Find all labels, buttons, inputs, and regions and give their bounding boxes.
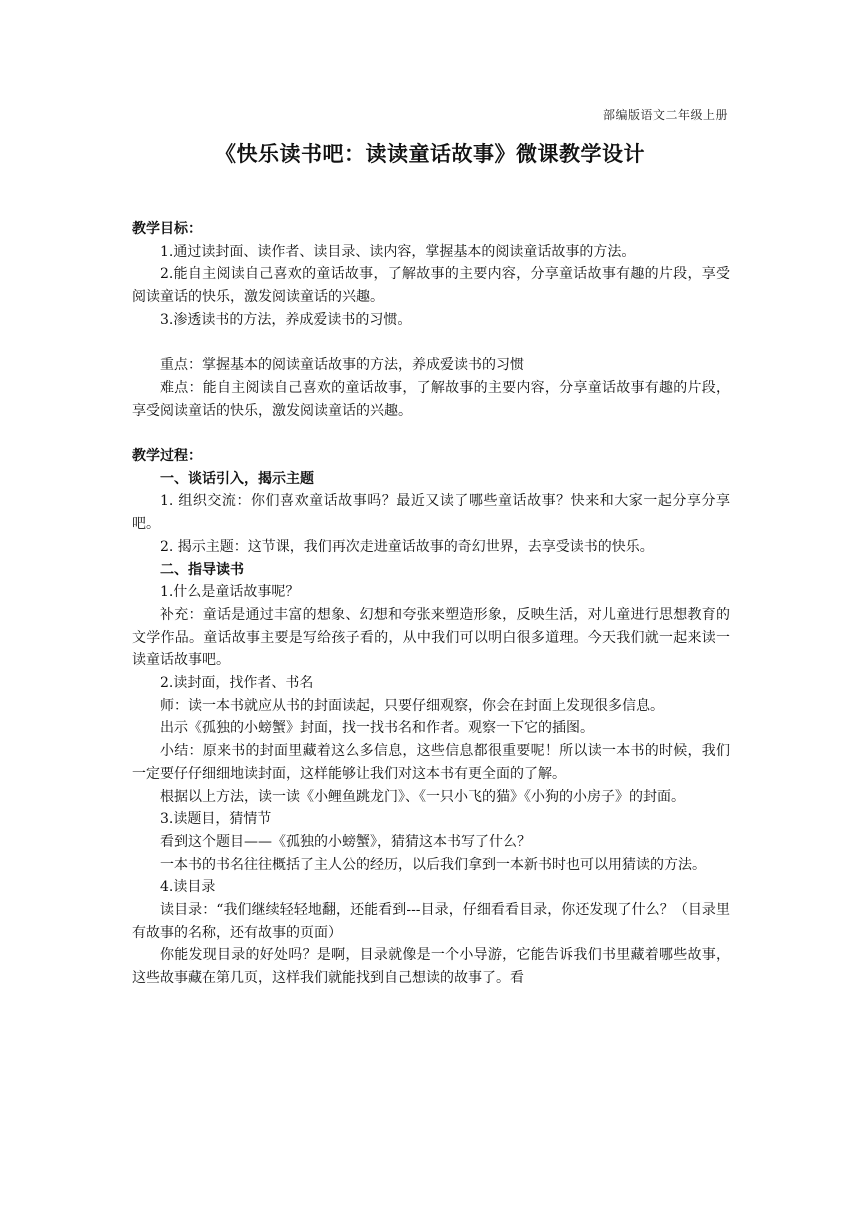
goal-item-2: 2.能自主阅读自己喜欢的童话故事，了解故事的主要内容，分享童话故事有趣的片段，享受阅读童话的快乐，激发阅读童话的兴趣。 bbox=[132, 266, 730, 306]
section-1-title: 一、谈话引入，揭示主题 bbox=[160, 470, 314, 487]
section-2-paragraph: 2.读封面，找作者、书名 bbox=[160, 675, 314, 692]
section-2-paragraph: 读目录：“我们继续轻轻地翻，还能看到---目录，仔细看看目录，你还发现了什么？（目录里有故事的名称，还有故事的页面） bbox=[132, 902, 730, 941]
section-2-paragraph: 你能发现目录的好处吗？是啊，目录就像是一个小导游，它能告诉我们书里藏着哪些故事，这些故事藏在第几页，这样我们就能找到自己想读的故事了。看 bbox=[132, 947, 730, 987]
spacer bbox=[132, 332, 730, 355]
section-2-paragraph: 补充：童话是通过丰富的想象、幻想和夸张来塑造形象，反映生活，对儿童进行思想教育的文学作品。童话故事主要是写给孩子看的，从中我们可以明白很多道理。今天我们就一起来读一读童话故事吧。 bbox=[132, 606, 730, 669]
process-heading: 教学过程： bbox=[132, 448, 202, 464]
section-2-paragraph: 1.什么是童话故事呢？ bbox=[160, 584, 300, 601]
goals-heading: 教学目标： bbox=[132, 221, 202, 237]
section-2-paragraph: 3.读题目，猜情节 bbox=[160, 811, 272, 828]
spacer bbox=[132, 422, 730, 445]
document-body bbox=[132, 218, 730, 990]
section-2-title: 二、指导读书 bbox=[160, 561, 244, 578]
section-2-paragraph: 根据以上方法，读一读《小鲤鱼跳龙门》、《一只小飞的猫》《小狗的小房子》的封面。 bbox=[160, 788, 685, 805]
section-2-paragraph: 4.读目录 bbox=[160, 879, 216, 896]
goal-item-1: 1.通过读封面、读作者、读目录、读内容，掌握基本的阅读童话故事的方法。 bbox=[160, 243, 636, 260]
page-title: 《快乐读书吧：读读童话故事》微课教学设计 bbox=[215, 142, 645, 166]
section-2-paragraph: 小结：原来书的封面里藏着这么多信息，这些信息都很重要呢！所以读一本书的时候，我们一定要仔仔细细地读封面，这样能够让我们对这本书有更全面的了解。 bbox=[132, 743, 730, 782]
edition-label: 部编版语文二年级上册 bbox=[602, 108, 728, 122]
section-2-paragraph: 看到这个题目——《孤独的小螃蟹》，猜猜这本书写了什么？ bbox=[160, 833, 531, 850]
key-point: 重点：掌握基本的阅读童话故事的方法，养成爱读书的习惯 bbox=[160, 357, 524, 374]
goal-item-3: 3.渗透读书的方法，养成爱读书的习惯。 bbox=[160, 311, 412, 328]
difficulty-point: 难点：能自主阅读自己喜欢的童话故事，了解故事的主要内容，分享童话故事有趣的片段，享受阅读童话的快乐，激发阅读童话的兴趣。 bbox=[132, 379, 730, 419]
section-1-paragraph: 1. 组织交流：你们喜欢童话故事吗？最近又读了哪些童话故事？快来和大家一起分享分享吧。 bbox=[132, 493, 730, 533]
section-1-paragraph: 2. 揭示主题：这节课，我们再次走进童话故事的奇幻世界，去享受读书的快乐。 bbox=[160, 538, 654, 555]
section-2-paragraph: 师：读一本书就应从书的封面读起，只要仔细观察，你会在封面上发现很多信息。 bbox=[160, 697, 664, 714]
section-2-paragraph: 一本书的书名往往概括了主人公的经历，以后我们拿到一本新书时也可以用猜读的方法。 bbox=[160, 856, 706, 873]
section-2-paragraph: 出示《孤独的小螃蟹》封面，找一找书名和作者。观察一下它的插图。 bbox=[160, 720, 594, 737]
